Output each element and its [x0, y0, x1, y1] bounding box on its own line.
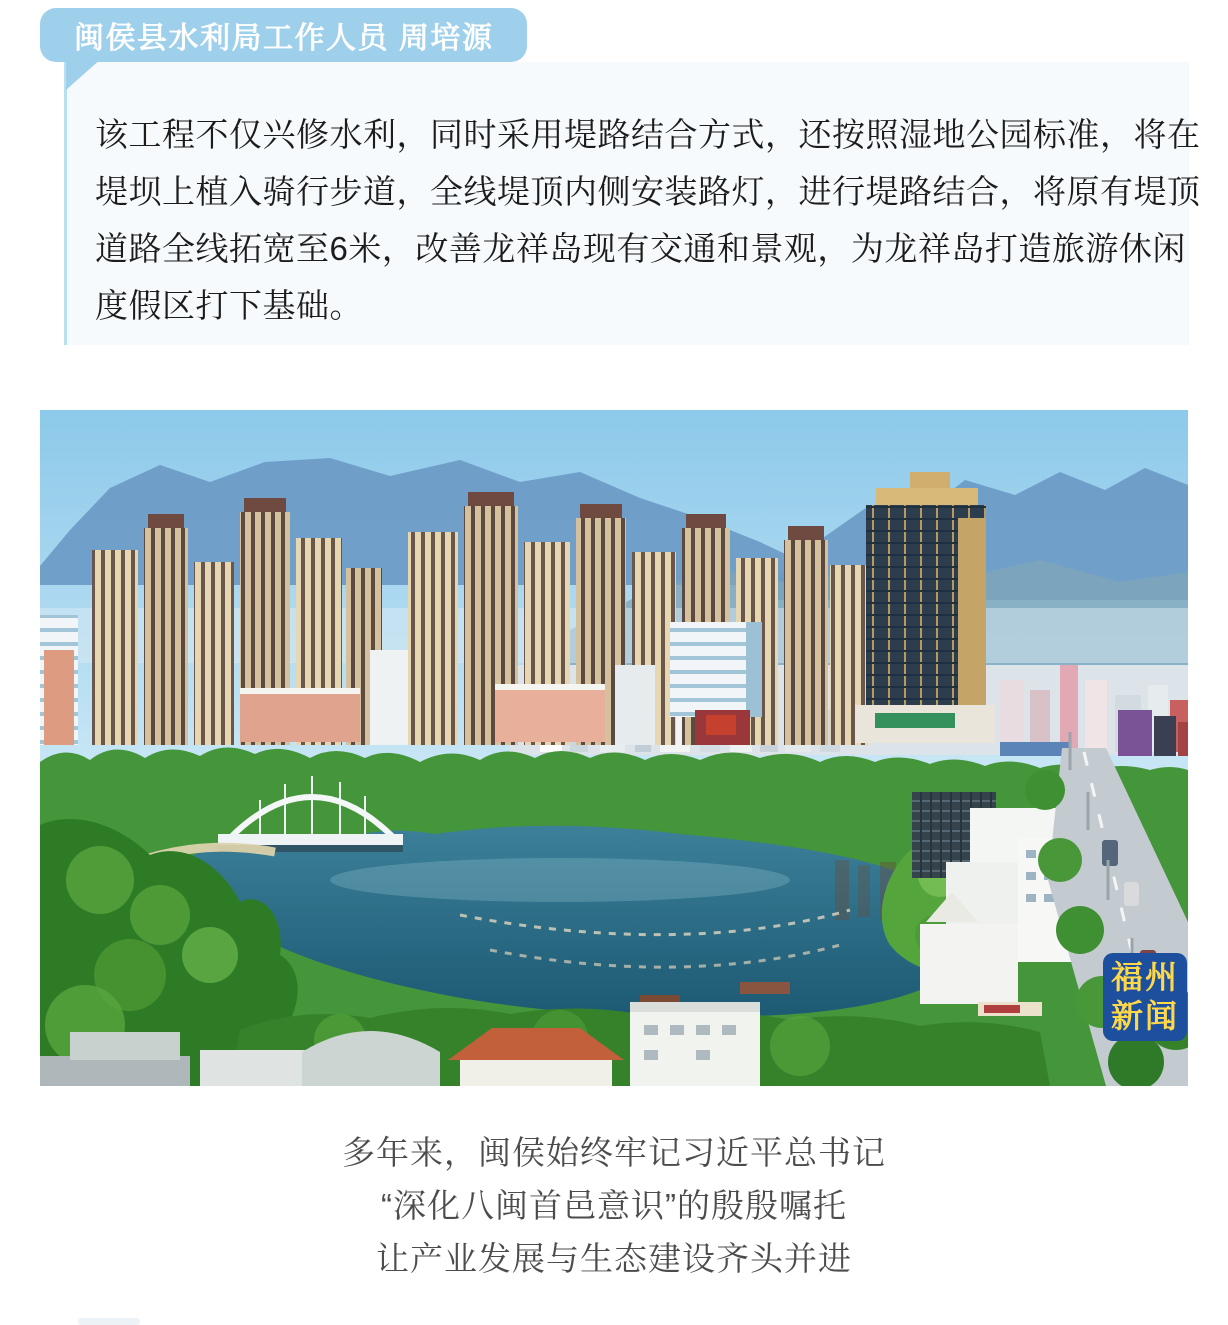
city-aerial-photo — [40, 410, 1188, 1086]
quote-line: 堤坝上植入骑行步道，全线堤顶内侧安装路灯，进行堤路结合，将原有堤顶 — [95, 173, 1201, 210]
quote-line: 道路全线拓宽至6米，改善龙祥岛现有交通和景观，为龙祥岛打造旅游休闲 — [95, 230, 1186, 267]
fuzhou-news-watermark — [1103, 953, 1187, 1041]
speaker-badge — [40, 8, 527, 62]
caption-line: 多年来，闽侯始终牢记习近平总书记 — [342, 1134, 886, 1171]
speaker-badge-label: 闽侯县水利局工作人员 周培源 — [74, 22, 494, 55]
quote-block — [64, 62, 1201, 345]
quote-line: 度假区打下基础。 — [95, 287, 363, 324]
caption-line: “深化八闽首邑意识”的殷殷嘱托 — [381, 1187, 847, 1224]
glass-office-tower — [855, 472, 995, 743]
next-block-fragment — [78, 1318, 140, 1325]
city-scene — [40, 410, 1188, 1086]
watermark-line2: 新闻 — [1110, 998, 1179, 1034]
caption-line: 让产业发展与生态建设齐头并进 — [376, 1240, 852, 1277]
quote-line: 该工程不仅兴修水利，同时采用堤路结合方式，还按照湿地公园标准，将在 — [95, 116, 1201, 153]
photo-caption — [0, 1126, 1228, 1285]
watermark-line1: 福州 — [1110, 959, 1179, 995]
